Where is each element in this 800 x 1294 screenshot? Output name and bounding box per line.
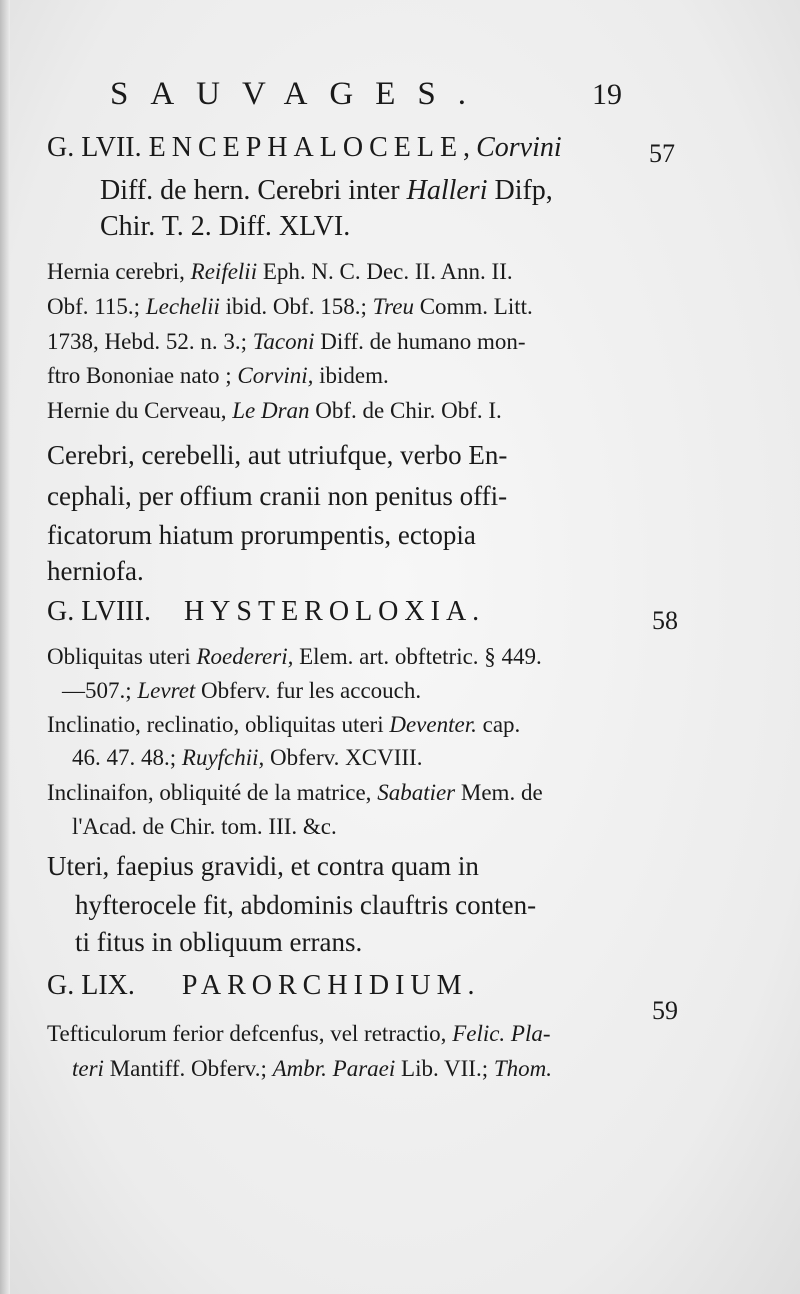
definition-line: Cerebri, cerebelli, aut utriufque, verbo En- (47, 440, 508, 470)
genus-heading-cont-line: Diff. de hern. Cerebri inter Halleri Difp, (100, 175, 553, 206)
page-number: 19 (592, 78, 622, 111)
synonym-line: Tefticulorum ferior defcenfus, vel retractio, Felic. Pla- (47, 1021, 551, 1046)
genus-number: G. LVIII. (47, 596, 151, 627)
genus-name-author: Corvini (476, 132, 562, 163)
genus-number: G. LVII. (47, 132, 142, 163)
margin-number-58: 58 (652, 606, 678, 635)
definition-line: Uteri, faepius gravidi, et contra quam in (47, 851, 479, 881)
synonym-line: Inclinatio, reclinatio, obliquitas uteri Deventer. cap. (47, 712, 521, 737)
synonym-line: Inclinaifon, obliquité de la matrice, Sabatier Mem. de (47, 780, 543, 805)
genus-name: PARORCHIDIUM. (181, 970, 481, 1001)
synonym-line: Hernia cerebri, Reifelii Eph. N. C. Dec. II. Ann. II. (47, 259, 513, 284)
synonym-line: ftro Bononiae nato ; Corvini, ibidem. (47, 363, 389, 388)
synonym-line: Obf. 115.; Lechelii ibid. Obf. 158.; Treu Comm. Litt. (47, 294, 533, 319)
genus-heading-57 (47, 134, 562, 162)
definition-line: ti fitus in obliquum errans. (75, 927, 363, 957)
synonym-line: 46. 47. 48.; Ruyfchii, Obferv. XCVIII. (72, 745, 423, 770)
running-title: SAUVAGES. (110, 76, 489, 112)
genus-name: HYSTEROLOXIA. (183, 596, 486, 627)
synonym-line: teri Mantiff. Obferv.; Ambr. Paraei Lib. VII.; Thom. (72, 1056, 553, 1081)
page-edge-shadow (0, 0, 10, 1294)
synonym-line: —507.; Levret Obferv. fur les accouch. (62, 678, 422, 703)
definition-line: ficatorum hiatum prorumpentis, ectopia (47, 520, 476, 550)
genus-heading-58 (47, 598, 485, 626)
definition-line: hyfterocele fit, abdominis clauftris conten- (75, 890, 537, 920)
genus-number: G. LIX. (47, 970, 135, 1001)
synonym-line: 1738, Hebd. 52. n. 3.; Taconi Diff. de humano mon- (47, 329, 526, 354)
definition-line: herniofa. (47, 556, 144, 586)
genus-heading-59 (47, 972, 481, 1000)
definition-line: cephali, per offium cranii non penitus offi- (47, 481, 508, 511)
synonym-line: Obliquitas uteri Roedereri, Elem. art. obftetric. § 449. (47, 644, 542, 669)
genus-name: ENCEPHALOCELE, (148, 132, 477, 163)
margin-number-59: 59 (652, 996, 678, 1025)
margin-number-57: 57 (649, 139, 675, 168)
synonym-line: Hernie du Cerveau, Le Dran Obf. de Chir. Obf. I. (47, 398, 502, 423)
synonym-line: l'Acad. de Chir. tom. III. &c. (72, 814, 337, 839)
genus-heading-cont-line: Chir. T. 2. Diff. XLVI. (100, 211, 351, 242)
